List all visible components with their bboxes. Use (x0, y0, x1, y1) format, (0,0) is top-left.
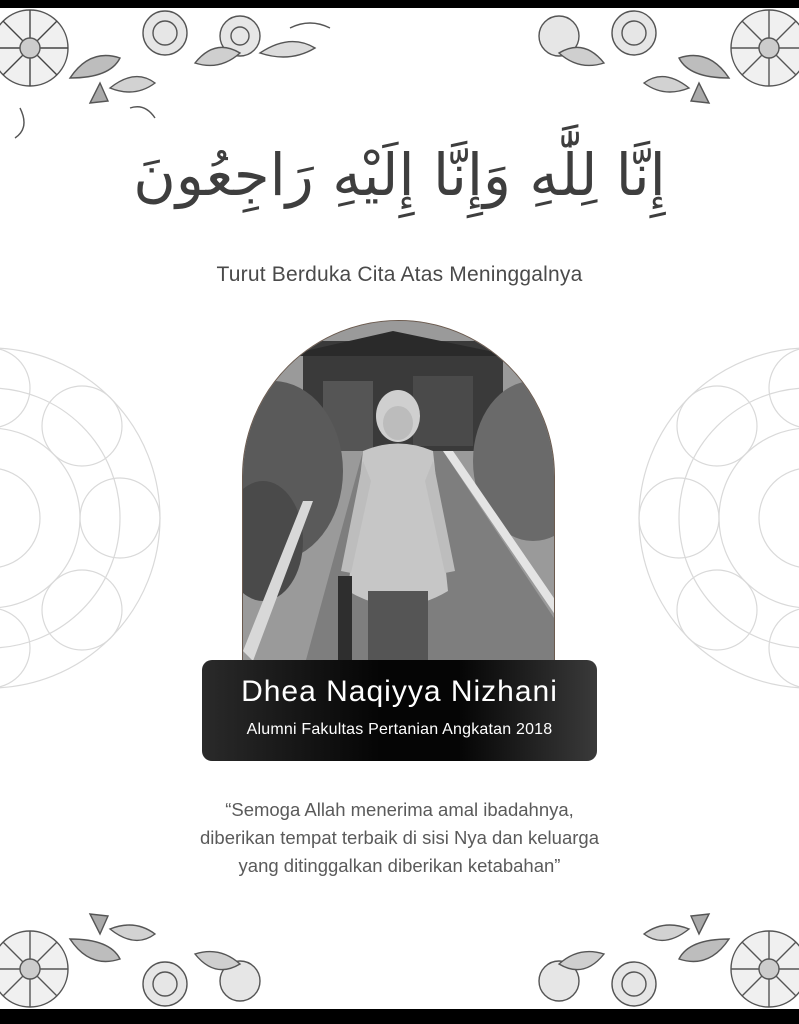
name-plate (202, 660, 597, 761)
mandala-left-icon (0, 338, 170, 698)
prayer-text (0, 796, 799, 880)
prayer-line: “Semoga Allah menerima amal ibadahnya, (225, 799, 574, 820)
portrait-photo (242, 320, 555, 670)
deceased-description: Alumni Fakultas Pertanian Angkatan 2018 (246, 721, 553, 738)
prayer-line: diberikan tempat terbaik di sisi Nya dan keluarga (200, 827, 599, 848)
photo-illustration (243, 321, 555, 670)
floral-corner-top-right-icon (459, 8, 799, 148)
floral-corner-top-left-icon (0, 8, 340, 148)
mandala-right-icon (629, 338, 799, 698)
floral-corner-bottom-right-icon (459, 869, 799, 1009)
deceased-name: Dhea Naqiyya Nizhani (241, 675, 558, 708)
arabic-calligraphy: إِنَّا لِلَّٰهِ وَإِنَّا إِلَيْهِ رَاجِعُونَ (133, 141, 666, 209)
floral-corner-bottom-left-icon (0, 869, 340, 1009)
prayer-line: yang ditinggalkan diberikan ketabahan” (238, 855, 561, 876)
condolence-card (0, 8, 799, 1009)
condolence-subtitle: Turut Berduka Cita Atas Meninggalnya (216, 263, 583, 286)
